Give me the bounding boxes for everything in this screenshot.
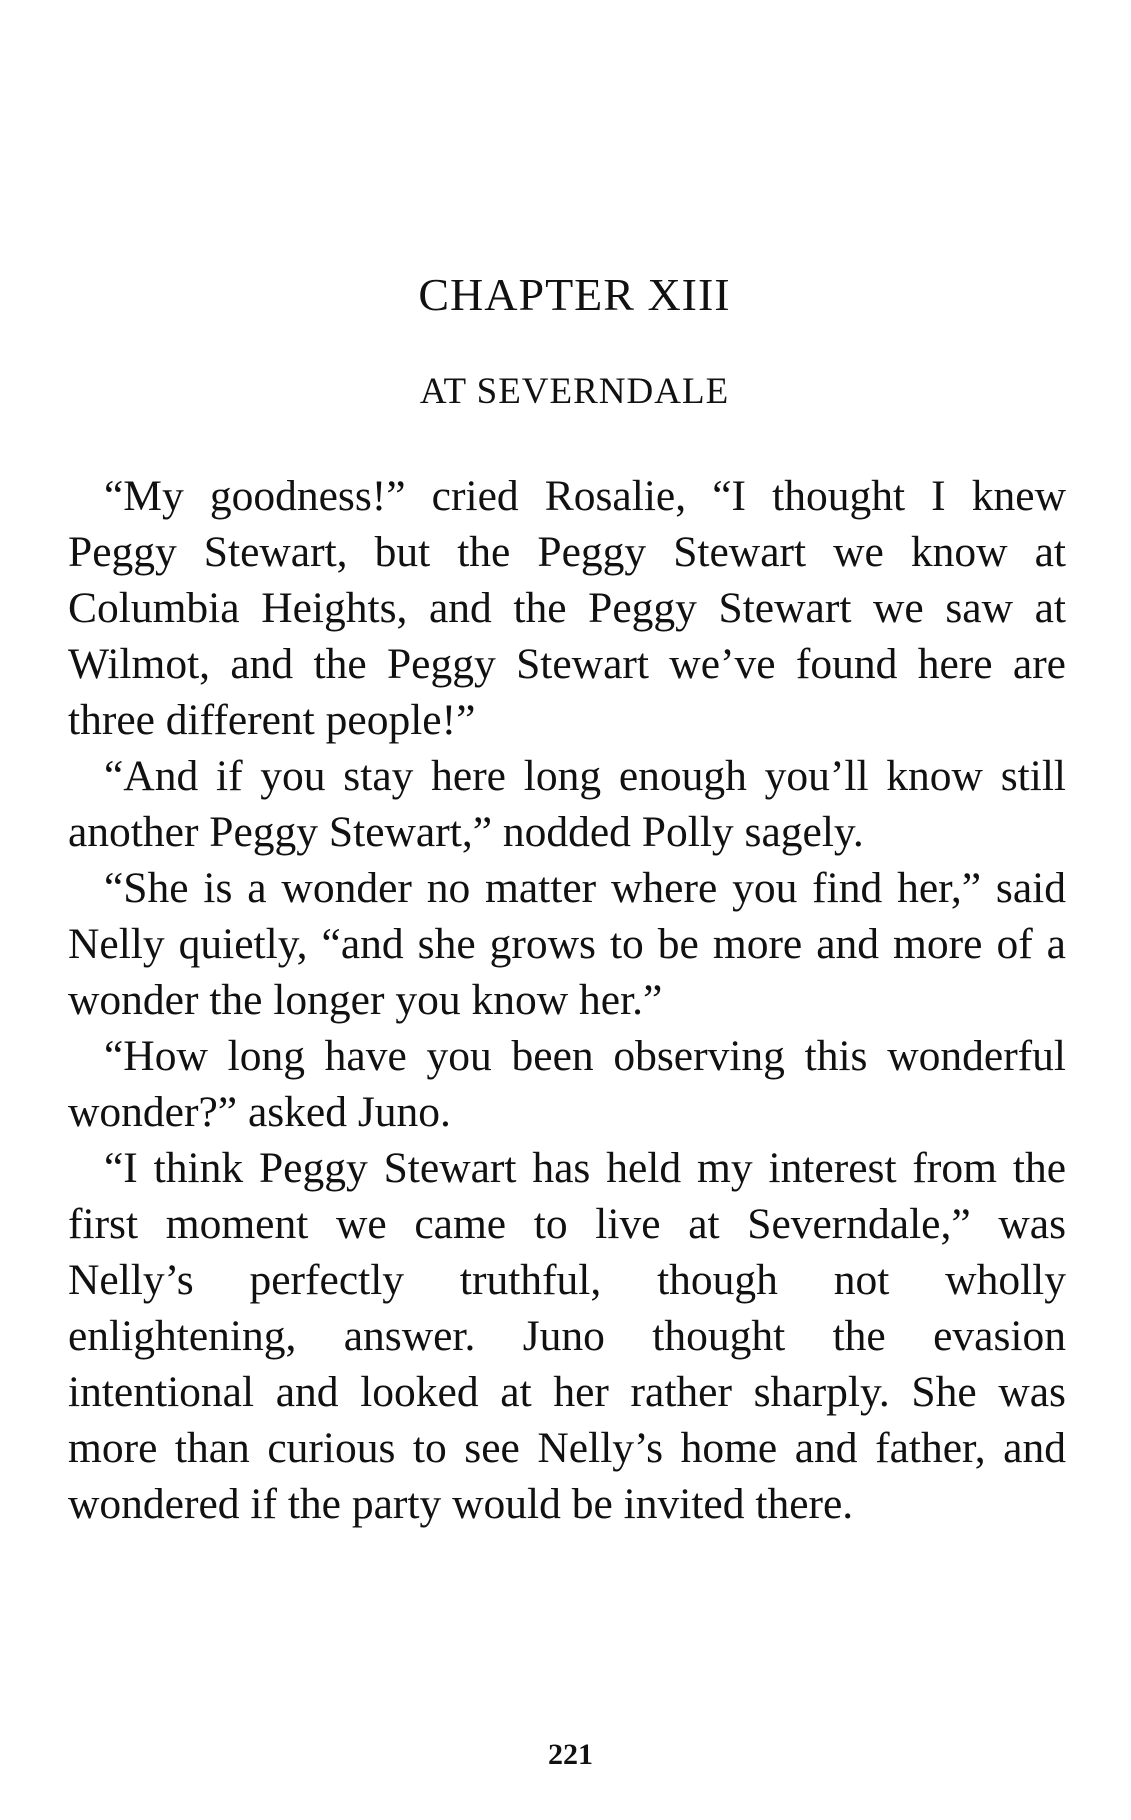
page-number: 221 bbox=[548, 1738, 593, 1771]
paragraph: “How long have you been observing this wonderful wonder?” asked Juno. bbox=[68, 1032, 1066, 1136]
paragraph: “My goodness!” cried Rosalie, “I thought I knew Peggy Stewart, but the Peggy Stewart we know at Columbia Heights, and the Peggy Stewart we saw at Wilmot, and the Peggy Stewart we’ve found here are three different people!” bbox=[68, 472, 1066, 744]
paragraph: “I think Peggy Stewart has held my interest from the first moment we came to live at Severndale,” was Nelly’s perfectly truthful, though not wholly enlightening, answer. Juno thought the evasion intentional and looked at her rather sharply. She was more than curious to see Nelly’s home and father, and wondered if the party would be invited there. bbox=[68, 1144, 1066, 1528]
paragraph: “And if you stay here long enough you’ll know still another Peggy Stewart,” nodded Polly sagely. bbox=[68, 752, 1066, 856]
chapter-subtitle: AT SEVERNDALE bbox=[419, 371, 730, 412]
chapter-title: CHAPTER XIII bbox=[418, 269, 731, 320]
body-text bbox=[68, 468, 1066, 1532]
paragraph: “She is a wonder no matter where you find her,” said Nelly quietly, “and she grows to be more and more of a wonder the longer you know her.” bbox=[68, 864, 1066, 1024]
